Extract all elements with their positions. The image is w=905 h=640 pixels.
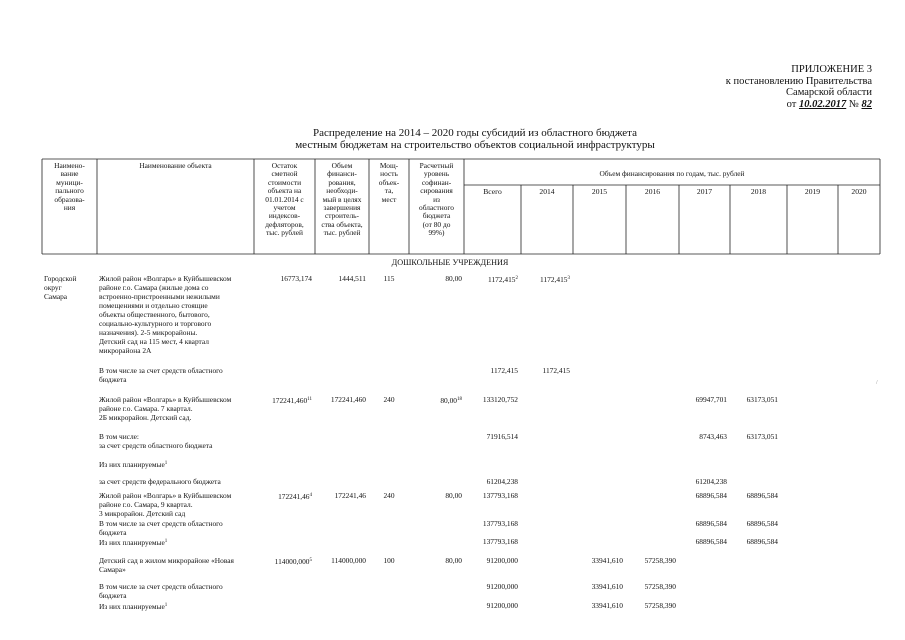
municipality-name: Городской округ Самара: [44, 274, 77, 301]
cell-2016-value: 57258,390: [644, 582, 676, 591]
object-name: В том числе за счет средств областного бюджета: [99, 582, 223, 600]
object-name: В том числе за счет средств областного бюджета: [99, 366, 223, 384]
title-line-1: Распределение на 2014 – 2020 годы субсидий из областного бюджета: [312, 127, 638, 139]
cell-remaining-value: 172241,46: [278, 492, 310, 501]
cell-remaining: [256, 556, 312, 566]
appendix-block: [700, 64, 872, 110]
cell-2016: [627, 556, 676, 565]
year-header-2018: 2018: [750, 187, 767, 196]
cell-level: [410, 395, 462, 405]
cell-needed-value: 1444,511: [338, 274, 366, 283]
cell-total: [466, 582, 518, 591]
date-prefix: от: [786, 98, 797, 110]
cell-2018-value: 68896,584: [746, 519, 778, 528]
cell-2016-value: 57258,390: [644, 601, 676, 610]
appendix-title: ПРИЛОЖЕНИЕ 3: [791, 64, 872, 75]
object-name: Жилой район «Волгарь» в Куйбышевском районе г.о. Самара, 9 квартал. 3 микрорайон. Детский сад: [99, 491, 232, 518]
year-header-2015: 2015: [591, 187, 608, 196]
cell-total-value: 1172,415: [488, 275, 516, 284]
header-municipality: Наимено- вание муници- пального образова- ния: [54, 161, 85, 213]
cell-2014: [522, 366, 570, 375]
cell-2015: [574, 556, 623, 565]
cell-total-value: 133120,752: [482, 395, 518, 404]
cell-2018-value: 68896,584: [746, 537, 778, 546]
cell-2018: [731, 395, 778, 404]
cell-total-value: 61204,238: [486, 477, 518, 486]
cell-2015-value: 33941,610: [591, 556, 623, 565]
cell-2016: [627, 601, 676, 610]
object-name: Из них планируемые$^1$: [99, 602, 168, 611]
cell-2018: [731, 519, 778, 528]
cell-2017-value: 68896,584: [695, 537, 727, 546]
appendix-line-3: Самарской области: [786, 87, 872, 98]
header-capacity: Мощ- ность объек- та, мест: [378, 161, 400, 204]
cell-needed: [316, 491, 366, 500]
footnote-marker: 2: [515, 276, 518, 281]
object-name: В том числе за счет средств областного бюджета: [99, 519, 223, 537]
cell-2015-value: 33941,610: [591, 601, 623, 610]
footnote-marker: 4: [309, 493, 312, 498]
cell-remaining: [256, 491, 312, 501]
cell-capacity-value: 240: [383, 491, 395, 500]
cell-total-value: 137793,168: [482, 491, 518, 500]
cell-2015: [574, 582, 623, 591]
cell-2017-value: 68896,584: [695, 519, 727, 528]
object-name: Из них планируемые$^1$: [99, 460, 168, 469]
handwritten-number: 82: [861, 98, 872, 110]
year-header-2020: 2020: [851, 187, 867, 196]
cell-2014-value: 1172,415: [542, 366, 570, 375]
cell-2017: [680, 395, 727, 404]
cell-total-value: 91200,000: [486, 556, 518, 565]
appendix-line-2: к постановлению Правительства: [725, 75, 872, 87]
cell-total-value: 137793,168: [482, 537, 518, 546]
object-name: Жилой район «Волгарь» в Куйбышевском районе г.о. Самара. 7 квартал. 2Б микрорайон. Детский сад.: [99, 395, 232, 422]
cell-2017: [680, 519, 727, 528]
cell-total: [466, 537, 518, 546]
cell-2017-value: 69947,701: [695, 395, 727, 404]
cell-level: [410, 274, 462, 283]
object-name: за счет средств федерального бюджета: [99, 477, 221, 486]
cell-capacity: [369, 491, 409, 500]
cell-capacity-value: 115: [383, 274, 395, 283]
header-funding: Объем финансирования по годам, тыс. рублей: [599, 169, 745, 178]
object-name: Детский сад в жилом микрорайоне «Новая Самара»: [99, 556, 234, 574]
header-level: Расчетный уровень софинан- сирования из областного бюджета (от 80 до 99%): [419, 161, 454, 238]
footnote-marker: 3: [567, 276, 570, 281]
cell-2017: [680, 491, 727, 500]
cell-total-value: 1172,415: [490, 366, 518, 375]
cell-2017-value: 68896,584: [695, 491, 727, 500]
cell-2017: [680, 537, 727, 546]
cell-level: [410, 556, 462, 565]
cell-total-value: 137793,168: [482, 519, 518, 528]
cell-level-value: 80,00: [445, 274, 462, 283]
section-heading: ДОШКОЛЬНЫЕ УЧРЕЖДЕНИЯ: [391, 258, 509, 267]
cell-needed-value: 172241,46: [334, 491, 366, 500]
object-name: В том числе: за счет средств областного бюджета: [99, 432, 213, 450]
header-needed: Объем финанси- рования, необходи- мый в целях завершения строитель- ства объекта, тыс. рублей: [321, 161, 363, 238]
cell-remaining-value: 16773,174: [280, 274, 312, 283]
scan-mark: /: [876, 380, 878, 386]
cell-2015-value: 33941,610: [591, 582, 623, 591]
cell-2017-value: 8743,463: [699, 432, 727, 441]
object-name: Жилой район «Волгарь» в Куйбышевском районе г.о. Самара (жилые дома со встроенно-пристроенными нежилыми помещениями и отдельно стоящие объекты общественного, бытового, социально-культурного и торгового назначения). 2-5 микрорайоны. Детский сад на 115 мест, 4 квартал микрорайона 2А: [99, 274, 232, 355]
cell-capacity: [369, 274, 409, 283]
year-header-2016: 2016: [644, 187, 661, 196]
cell-level: [410, 491, 462, 500]
cell-2016-value: 57258,390: [644, 556, 676, 565]
cell-needed-value: 114000,000: [331, 556, 366, 565]
cell-needed-value: 172241,460: [330, 395, 366, 404]
cell-remaining-value: 114000,000: [274, 557, 310, 566]
footnote-marker: 5: [309, 558, 312, 563]
cell-total-value: 91200,000: [486, 601, 518, 610]
cell-2018: [731, 491, 778, 500]
cell-level-value: 80,00: [445, 556, 462, 565]
cell-total: [466, 274, 518, 284]
cell-2016: [627, 582, 676, 591]
header-object: Наименование объекта: [139, 161, 212, 170]
cell-total-value: 71916,514: [486, 432, 518, 441]
footnote-marker: 1: [164, 603, 168, 608]
cell-2018-value: 63173,051: [746, 395, 778, 404]
title-line-2: местным бюджетам на строительство объектов социальной инфраструктуры: [295, 139, 655, 151]
header-remaining: Остаток сметной стоимости объекта на 01.01.2014 с учетом индексов- дефляторов, тыс. рублей: [265, 161, 304, 238]
cell-2018: [731, 537, 778, 546]
year-header-2019: 2019: [804, 187, 821, 196]
cell-level-value: 80,00: [445, 491, 462, 500]
cell-2017-value: 61204,238: [695, 477, 727, 486]
cell-2014: [522, 274, 570, 284]
cell-total: [466, 491, 518, 500]
cell-total: [466, 519, 518, 528]
cell-remaining: [256, 274, 312, 283]
cell-total: [466, 395, 518, 404]
cell-2017: [680, 432, 727, 441]
cell-needed: [316, 274, 366, 283]
number-prefix: №: [848, 98, 859, 110]
cell-capacity-value: 100: [383, 556, 395, 565]
cell-total: [466, 366, 518, 375]
year-header-total: Всего: [483, 187, 502, 196]
cell-total: [466, 556, 518, 565]
object-name: Из них планируемые$^1$: [99, 538, 168, 547]
cell-2015: [574, 601, 623, 610]
cell-total: [466, 477, 518, 486]
cell-needed: [316, 556, 366, 565]
cell-level-value: 80,00: [440, 396, 457, 405]
year-header-2017: 2017: [696, 187, 713, 196]
footnote-marker: 11: [307, 397, 312, 402]
cell-2018-value: 68896,584: [746, 491, 778, 500]
cell-total: [466, 601, 518, 610]
appendix-date-line: [700, 99, 872, 111]
footnote-marker: 1: [164, 539, 168, 544]
cell-total: [466, 432, 518, 441]
cell-capacity: [369, 395, 409, 404]
cell-capacity: [369, 556, 409, 565]
year-header-2014: 2014: [539, 187, 555, 196]
handwritten-date: 10.02.2017: [798, 98, 847, 110]
cell-remaining-value: 172241,460: [272, 396, 308, 405]
cell-capacity-value: 240: [383, 395, 395, 404]
footnote-marker: 18: [457, 397, 462, 402]
cell-total-value: 91200,000: [486, 582, 518, 591]
cell-2018: [731, 432, 778, 441]
cell-2017: [680, 477, 727, 486]
cell-remaining: [256, 395, 312, 405]
cell-needed: [316, 395, 366, 404]
footnote-marker: 1: [164, 461, 168, 466]
cell-2014-value: 1172,415: [540, 275, 568, 284]
document-title: [240, 127, 710, 151]
cell-2018-value: 63173,051: [746, 432, 778, 441]
